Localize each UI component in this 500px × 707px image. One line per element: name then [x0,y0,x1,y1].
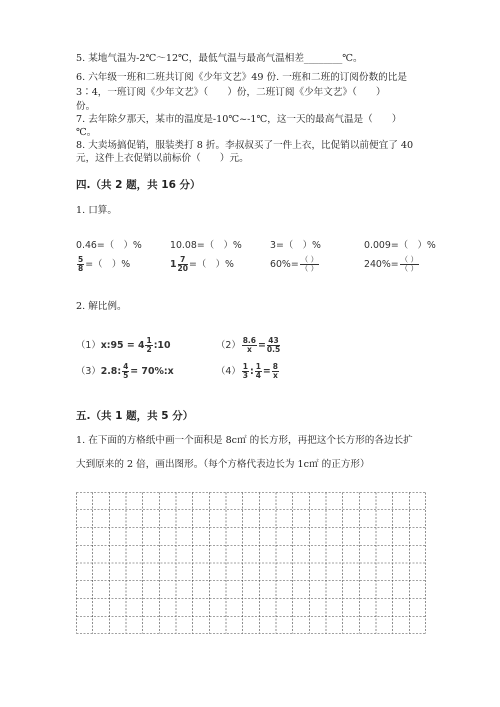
fraction [300,256,319,273]
proportion-1 [76,337,170,354]
numerator: 8 [272,362,278,371]
fraction [400,256,419,273]
grid-paper[interactable] [76,492,426,634]
oral-head: 60%= [270,259,299,270]
oral-item: 0.46=（ ）% [76,240,142,251]
question-6-line-2: 3∶4，一班订阅《少年文艺》（ ）份，二班订阅《少年文艺》（ ） [76,87,386,98]
question-grid-line-2: 大到原来的 2 倍，画出图形。（每个方格代表边长为 1c㎡ 的正方形） [76,459,370,470]
equals-sign: = [262,366,271,377]
numerator: 1 [146,336,152,345]
expr-tail: :10 [153,340,171,351]
oral-item: 0.009=（ ）% [364,240,436,251]
denominator: 0.5 [266,345,281,354]
fraction [77,256,84,273]
item-label: （4） [216,366,241,377]
oral-item [170,256,234,273]
fraction [122,363,129,380]
question-6-line-3: 份。 [76,101,96,112]
denominator: 4 [255,371,261,380]
oral-item: 10.08=（ ）% [170,240,242,251]
item-label: （3） [76,366,101,377]
proportion-2 [216,337,281,354]
denominator: 2 [146,345,152,354]
question-oral-title: 1. 口算。 [76,205,117,216]
numerator: 5 [78,255,84,264]
fraction [242,337,257,354]
fraction [178,256,188,273]
proportion-3 [76,363,174,380]
question-7-line-1: 7. 去年除夕那天，某市的温度是-10℃~-1℃，这一天的最高气温是（ ） [76,114,402,125]
section-5-heading: 五.（共 1 题，共 5 分） [76,410,194,422]
numerator: 1 [242,362,248,371]
denominator: （ ） [400,264,419,273]
section-4-heading: 四.（共 2 题，共 16 分） [76,179,201,191]
oral-item [364,256,420,273]
equals-sign: = [258,340,266,351]
fraction [242,363,249,380]
item-label: （2） [216,340,241,351]
numerator: 7 [178,256,188,265]
denominator: x [272,371,278,380]
expr-head: x:95 = 4 [100,340,145,351]
oral-tail: =（ ）% [85,259,131,270]
question-6-line-1: 6. 六年级一班和二班共订阅《少年文艺》49 份. 一班和二班的订阅份数的比是 [76,72,407,83]
expr-tail: = 70%:x [130,366,174,377]
denominator: 3 [242,371,248,380]
numerator: 43 [268,336,279,345]
fraction [255,363,262,380]
expr-head: 2.8: [100,366,122,377]
question-proportion-title: 2. 解比例。 [76,301,127,312]
oral-head: 240%= [364,259,399,270]
whole-number: 1 [170,259,177,270]
oral-item: 3=（ ）% [270,240,321,251]
numerator: （ ） [400,255,419,264]
item-label: （1） [76,340,101,351]
denominator: 20 [177,264,188,273]
question-5: 5. 某地气温为-2℃～12℃，最低气温与最高气温相差________℃。 [76,53,363,64]
question-8-line-2: 元，这件上衣促销以前标价（ ）元。 [76,153,249,164]
numerator: 4 [123,362,129,371]
fraction [145,337,152,354]
denominator: 5 [123,371,129,380]
denominator: x [246,345,252,354]
colon-sign: : [249,366,254,377]
oral-item [76,256,130,273]
proportion-4 [216,363,280,380]
denominator: 8 [78,264,84,273]
numerator: 8.6 [242,336,257,345]
question-grid-line-1: 1. 在下面的方格纸中画一个面积是 8c㎡ 的长方形，再把这个长方形的各边长扩 [76,435,413,446]
question-7-line-2: ℃。 [76,127,97,138]
denominator: （ ） [300,264,319,273]
question-8-line-1: 8. 大卖场搞促销，服装类打 8 折。李叔叔买了一件上衣，比促销以前便宜了 40 [76,140,414,151]
fraction [272,363,279,380]
numerator: （ ） [300,255,319,264]
fraction [267,337,280,354]
oral-tail: =（ ）% [188,259,234,270]
numerator: 1 [255,362,261,371]
oral-item [270,256,320,273]
